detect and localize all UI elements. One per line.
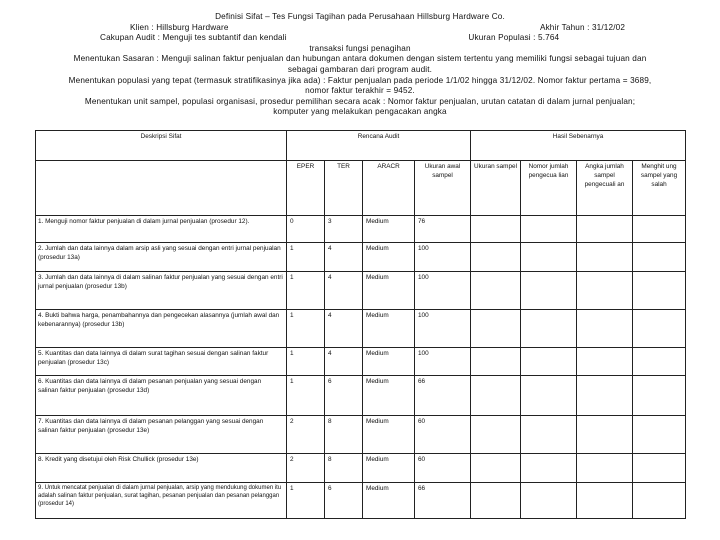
row-deviation-count <box>521 454 577 483</box>
row-sample-size <box>471 272 521 310</box>
row-eper: 1 <box>287 243 325 272</box>
row-eper: 2 <box>287 416 325 454</box>
row-initial-sample: 66 <box>415 483 471 519</box>
row-deviation-rate <box>577 416 633 454</box>
row-description: 1. Menguji nomor faktur penjualan di dalam jurnal penjualan (prosedur 12). <box>36 216 287 243</box>
row-sample-error <box>633 483 686 519</box>
row-sample-size <box>471 376 521 416</box>
row-initial-sample: 66 <box>415 376 471 416</box>
row-sample-error <box>633 243 686 272</box>
row-ter: 4 <box>325 243 363 272</box>
row-ter: 4 <box>325 310 363 348</box>
row-eper: 0 <box>287 216 325 243</box>
row-deviation-count <box>521 348 577 376</box>
row-eper: 1 <box>287 348 325 376</box>
row-sample-size <box>471 454 521 483</box>
row-deviation-rate <box>577 454 633 483</box>
row-sample-size <box>471 348 521 376</box>
row-description: 2. Jumlah dan data lainnya dalam arsip asli yang sesuai dengan entri jurnal penjualan (prosedur 13a) <box>36 243 287 272</box>
sampling-unit-cont: komputer yang melakukan pengacakan angka <box>273 107 447 117</box>
row-eper: 2 <box>287 454 325 483</box>
row-deviation-count <box>521 376 577 416</box>
row-description: 7. Kuantitas dan data lainnya di dalam pesanan pelanggan yang sesuai dengan salinan faktur penjualan (prosedur 13e) <box>36 416 287 454</box>
row-sample-error <box>633 310 686 348</box>
row-deviation-count <box>521 310 577 348</box>
row-aracr: Medium <box>363 348 415 376</box>
col-header-aracr: ARACR <box>363 161 415 216</box>
row-aracr: Medium <box>363 310 415 348</box>
row-description: 3. Jumlah dan data lainnya di dalam salinan faktur penjualan yang sesuai dengan entri jurnal penjualan (prosedur 13b) <box>36 272 287 310</box>
row-deviation-rate <box>577 216 633 243</box>
col-header-deviation-count: Nomor jumlah pengecua lian <box>521 161 577 216</box>
row-description: 5. Kuantitas dan data lainnya di dalam surat tagihan sesuai dengan salinan faktur penjualan (prosedur 13c) <box>36 348 287 376</box>
row-initial-sample: 100 <box>415 310 471 348</box>
row-sample-error <box>633 348 686 376</box>
row-ter: 8 <box>325 454 363 483</box>
row-aracr: Medium <box>363 483 415 519</box>
row-description: 6. Kuantitas dan data lainnya di dalam pesanan penjualan yang sesuai dengan salinan faktur penjualan (prosedur 13d) <box>36 376 287 416</box>
col-header-eper: EPER <box>287 161 325 216</box>
table-row <box>36 454 686 483</box>
row-ter: 8 <box>325 416 363 454</box>
row-deviation-count <box>521 216 577 243</box>
table-row <box>36 348 686 376</box>
row-initial-sample: 100 <box>415 243 471 272</box>
row-deviation-count <box>521 416 577 454</box>
col-header-actual-result: Hasil Sebenarnya <box>471 131 686 161</box>
col-header-blank <box>36 161 287 216</box>
row-sample-size <box>471 483 521 519</box>
audit-scope-label: Cakupan Audit : Menguji tes subtantif dan kendali <box>100 33 287 43</box>
row-initial-sample: 100 <box>415 272 471 310</box>
row-deviation-rate <box>577 243 633 272</box>
row-initial-sample: 76 <box>415 216 471 243</box>
row-sample-size <box>471 216 521 243</box>
row-aracr: Medium <box>363 243 415 272</box>
row-eper: 1 <box>287 483 325 519</box>
table-row <box>36 416 686 454</box>
population-definition-cont: nomor faktur terakhir = 9452. <box>305 86 415 96</box>
row-description: 8. Kredit yang disetujui oleh Risk Chullick (prosedur 13e) <box>36 454 287 483</box>
row-eper: 1 <box>287 376 325 416</box>
table-row <box>36 483 686 519</box>
row-initial-sample: 60 <box>415 454 471 483</box>
row-sample-error <box>633 272 686 310</box>
row-deviation-rate <box>577 310 633 348</box>
row-deviation-count <box>521 272 577 310</box>
row-aracr: Medium <box>363 216 415 243</box>
row-aracr: Medium <box>363 416 415 454</box>
col-header-deviation-rate: Angka jumlah sampel pengecuali an <box>577 161 633 216</box>
row-deviation-count <box>521 243 577 272</box>
table-row <box>36 272 686 310</box>
table-row <box>36 310 686 348</box>
year-end-label: Akhir Tahun : 31/12/02 <box>539 22 626 32</box>
client-label: Klien : Hillsburg Hardware <box>130 22 229 32</box>
sampling-unit-text: Menentukan unit sampel, populasi organisasi, prosedur pemilihan secara acak : Nomor faktur penjualan, urutan catatan di dalam jurnal penjualan; <box>84 96 636 106</box>
row-initial-sample: 60 <box>415 416 471 454</box>
row-deviation-rate <box>577 376 633 416</box>
col-header-sample-error: Menghit ung sampel yang salah <box>633 161 686 216</box>
row-ter: 3 <box>325 216 363 243</box>
col-header-initial-sample: Ukuran awal sampel <box>415 161 471 216</box>
row-ter: 4 <box>325 272 363 310</box>
objective-text: Menentukan Sasaran : Menguji salinan faktur penjualan dan hubungan antara dokumen dengan sistem tertentu yang memiliki fungsi sebagai tujuan dan <box>73 54 647 64</box>
row-eper: 1 <box>287 310 325 348</box>
row-aracr: Medium <box>363 454 415 483</box>
document-title: Definisi Sifat – Tes Fungsi Tagihan pada Perusahaan Hillsburg Hardware Co. <box>215 12 505 21</box>
row-deviation-rate <box>577 483 633 519</box>
attribute-table <box>35 130 686 519</box>
row-sample-error <box>633 416 686 454</box>
row-description: 4. Bukti bahwa harga, penambahannya dan pengecekan alasannya (jumlah awal dan kebenarannya) (prosedur 13b) <box>36 310 287 348</box>
population-definition: Menentukan populasi yang tepat (termasuk stratifikasinya jika ada) : Faktur penjualan pada periode 1/1/02 hingga 31/12/02. Nomor faktur pertama = 3689, <box>68 75 652 85</box>
col-header-sample-size: Ukuran sampel <box>471 161 521 216</box>
row-deviation-rate <box>577 272 633 310</box>
audit-scope-cont: transaksi fungsi penagihan <box>309 43 411 53</box>
row-description: 9. Untuk mencatat penjualan di dalam jurnal penjualan, arsip yang mendukung dokumen itu adalah salinan faktur penjualan, surat tagihan, pesanan penjualan dan pesanan pelanggan (prosedur 14) <box>36 483 287 519</box>
row-aracr: Medium <box>363 272 415 310</box>
row-ter: 4 <box>325 348 363 376</box>
col-header-description: Deskripsi Sifat <box>36 131 287 161</box>
row-ter: 6 <box>325 376 363 416</box>
objective-cont: sebagai gambaran dari program audit. <box>287 64 433 74</box>
row-ter: 6 <box>325 483 363 519</box>
row-aracr: Medium <box>363 376 415 416</box>
row-sample-error <box>633 454 686 483</box>
row-sample-error <box>633 376 686 416</box>
row-initial-sample: 100 <box>415 348 471 376</box>
row-sample-size <box>471 310 521 348</box>
row-sample-error <box>633 216 686 243</box>
col-header-ter: TER <box>325 161 363 216</box>
document-header <box>0 12 720 118</box>
row-sample-size <box>471 243 521 272</box>
row-sample-size <box>471 416 521 454</box>
table-row <box>36 216 686 243</box>
row-deviation-rate <box>577 348 633 376</box>
table-row <box>36 243 686 272</box>
row-deviation-count <box>521 483 577 519</box>
table-row <box>36 376 686 416</box>
population-size-label: Ukuran Populasi : 5.764 <box>468 33 560 43</box>
row-eper: 1 <box>287 272 325 310</box>
col-header-audit-plan: Rencana Audit <box>287 131 471 161</box>
